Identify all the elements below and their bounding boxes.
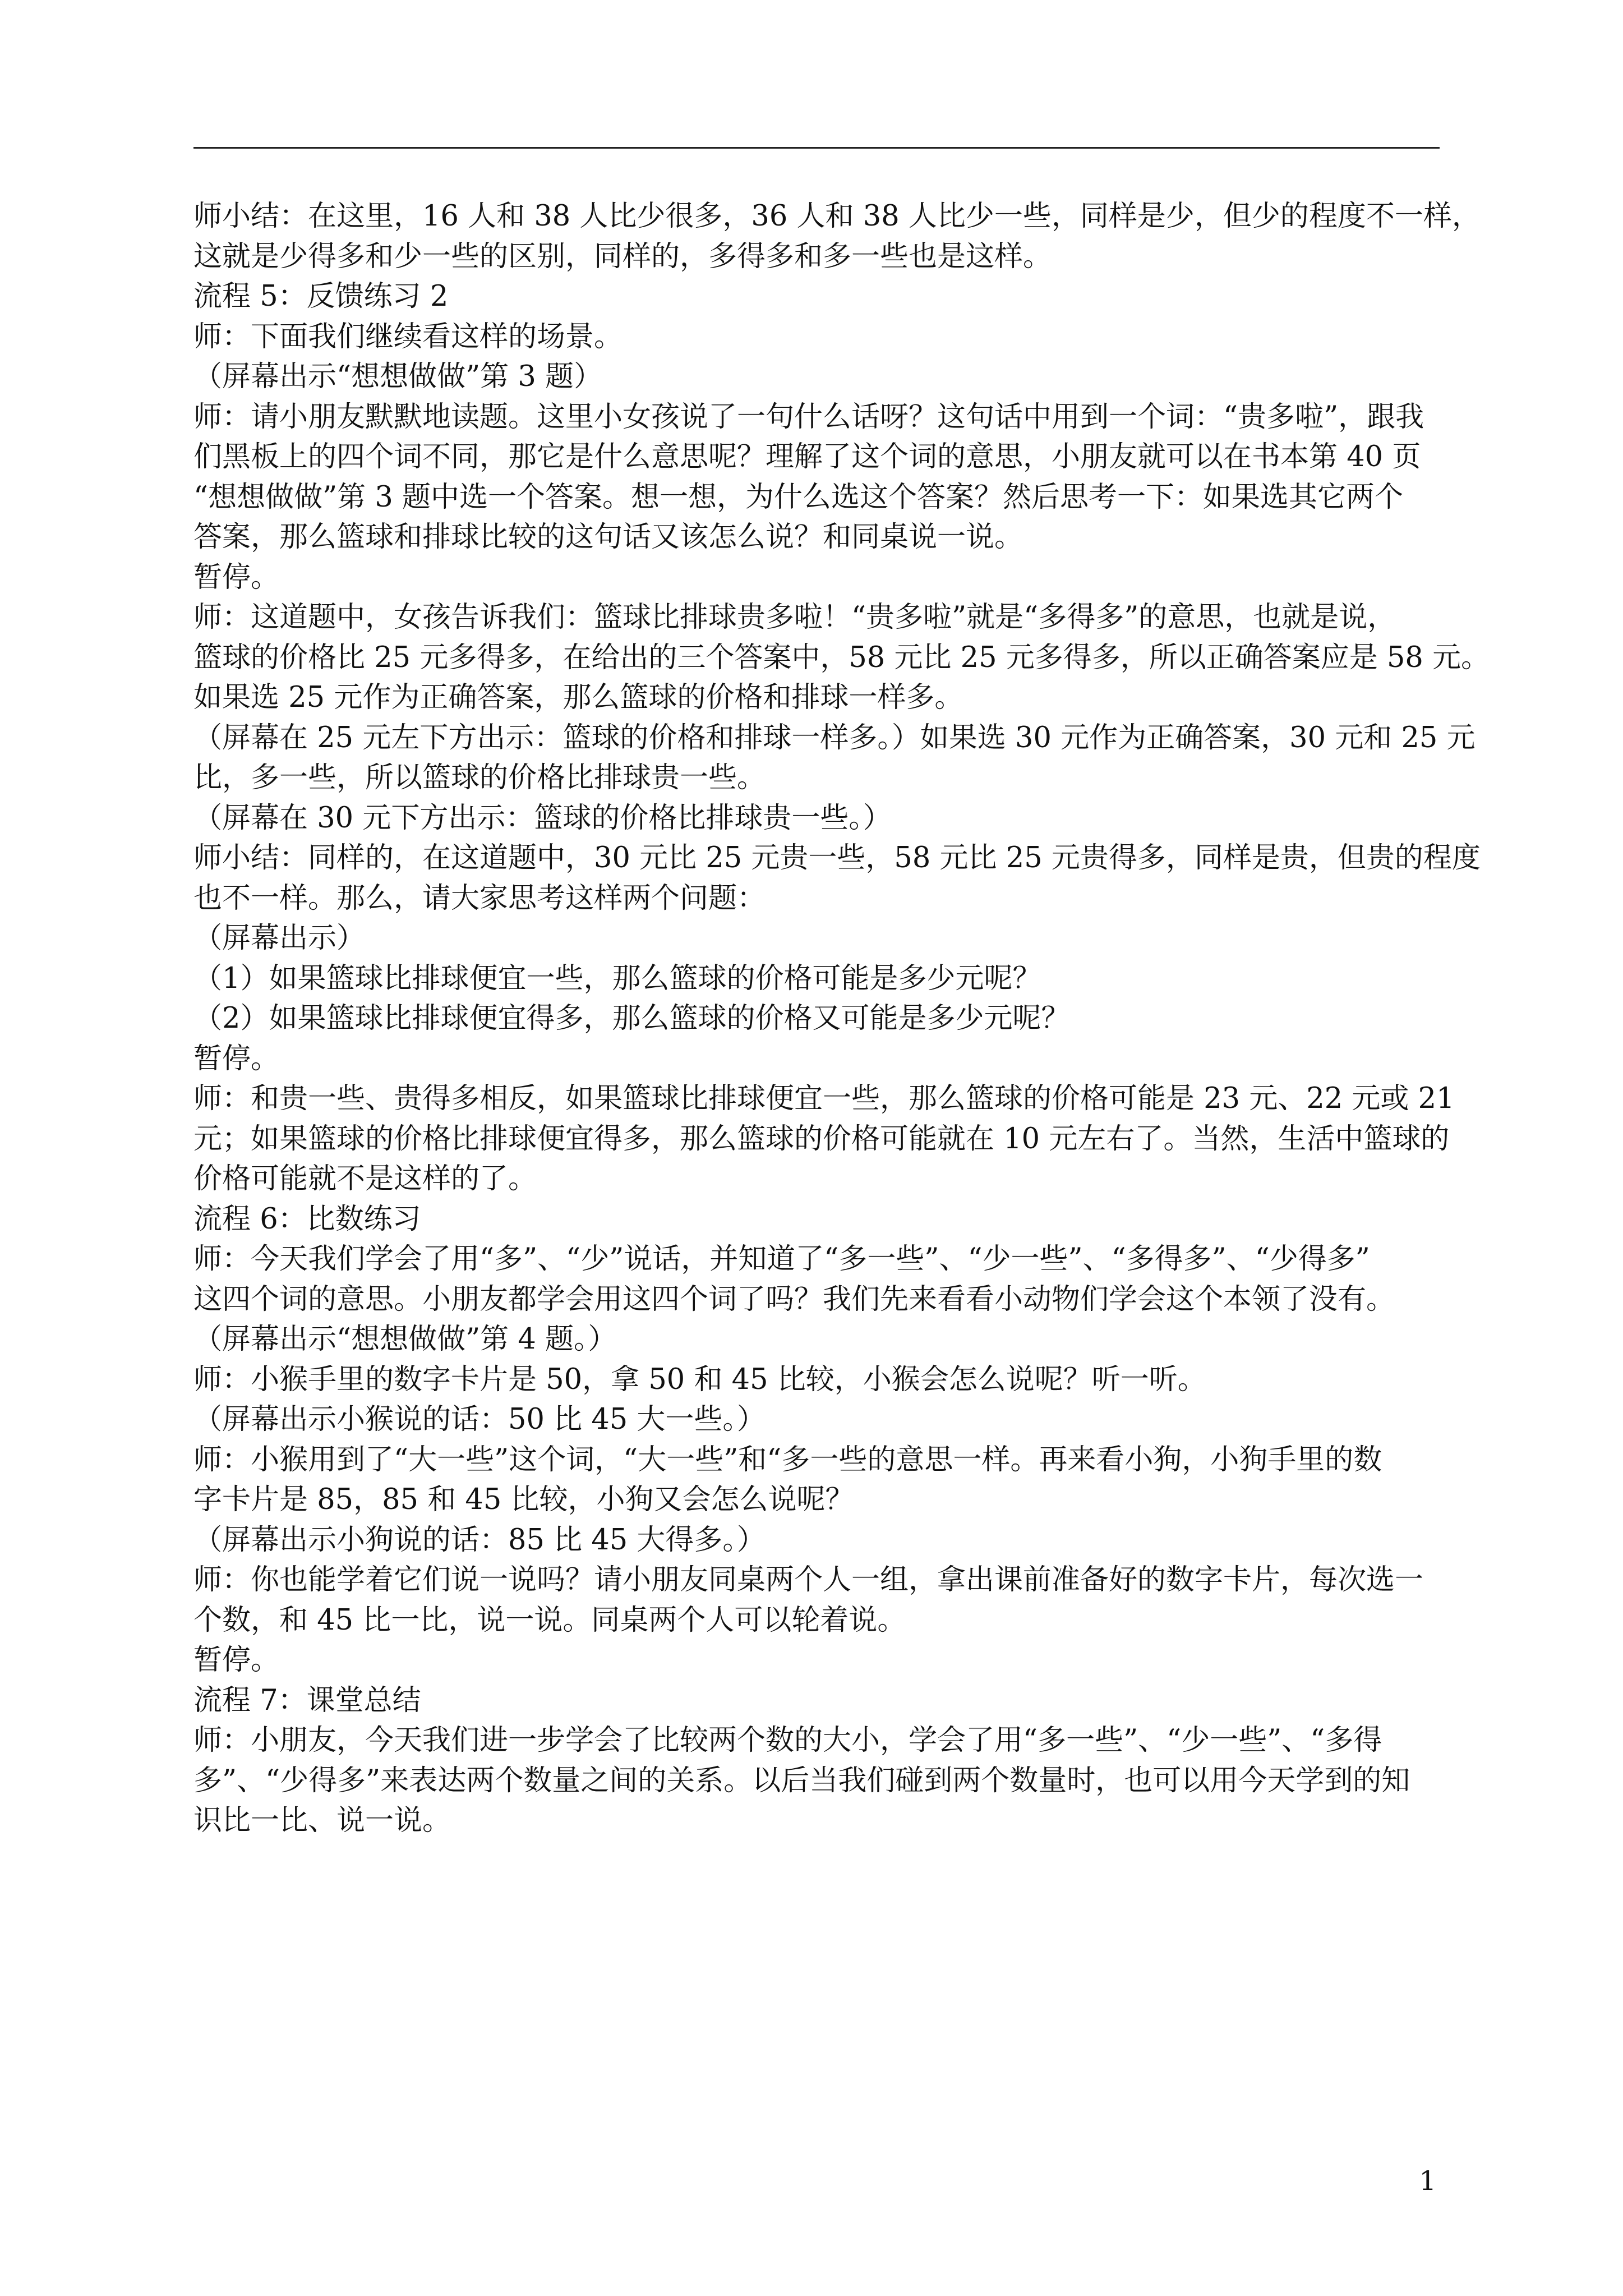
text-line: （屏幕在 25 元左下方出示：篮球的价格和排球一样多。）如果选 30 元作为正确答案，30 元和 25 元 xyxy=(193,721,1476,754)
text-line: 答案，那么篮球和排球比较的这句话又该怎么说？和同桌说一说。 xyxy=(193,521,1023,554)
text-line: 识比一比、说一说。 xyxy=(193,1804,451,1837)
text-line: 篮球的价格比 25 元多得多，在给出的三个答案中，58 元比 25 元多得多，所以正确答案应是 58 元。 xyxy=(193,641,1490,674)
document-body xyxy=(193,196,1490,1841)
text-line: 暂停。 xyxy=(193,1042,280,1075)
text-line: 暂停。 xyxy=(193,560,280,594)
text-line: （屏幕出示） xyxy=(193,922,366,955)
text-line: （屏幕出示小猴说的话：50 比 45 大一些。） xyxy=(193,1403,766,1436)
section-heading: 流程 5：反馈练习 2 xyxy=(193,280,449,313)
text-line: 师：和贵一些、贵得多相反，如果篮球比排球便宜一些，那么篮球的价格可能是 23 元、22 元或 21 xyxy=(193,1082,1455,1115)
text-line: 个数，和 45 比一比，说一说。同桌两个人可以轮着说。 xyxy=(193,1603,906,1637)
text-line: 字卡片是 85，85 和 45 比较，小狗又会怎么说呢？ xyxy=(193,1483,854,1516)
text-line: 师小结：在这里，16 人和 38 人比少很多，36 人和 38 人比少一些，同样是少，但少的程度不一样， xyxy=(193,200,1481,233)
text-line: 也不一样。那么，请大家思考这样两个问题： xyxy=(193,881,766,915)
text-line: 师：这道题中，女孩告诉我们：篮球比排球贵多啦！“贵多啦”就是“多得多”的意思，也就是说， xyxy=(193,601,1396,634)
text-line: 师：请小朋友默默地读题。这里小女孩说了一句什么话呀？这句话中用到一个词：“贵多啦”，跟我 xyxy=(193,400,1424,434)
text-line: （1）如果篮球比排球便宜一些，那么篮球的价格可能是多少元呢？ xyxy=(193,961,1041,995)
text-line: （屏幕出示“想想做做”第 4 题。） xyxy=(193,1323,617,1356)
text-line: 如果选 25 元作为正确答案，那么篮球的价格和排球一样多。 xyxy=(193,681,963,714)
page-number: 1 xyxy=(1419,2165,1436,2197)
text-line: 师：小朋友，今天我们进一步学会了比较两个数的大小，学会了用“多一些”、“少一些”、“多得 xyxy=(193,1724,1382,1757)
text-line: （屏幕在 30 元下方出示：篮球的价格比排球贵一些。） xyxy=(193,801,892,835)
text-line: 们黑板上的四个词不同，那它是什么意思呢？理解了这个词的意思，小朋友就可以在书本第 40 页 xyxy=(193,440,1421,473)
text-line: （屏幕出示小狗说的话：85 比 45 大得多。） xyxy=(193,1523,766,1557)
section-heading: 流程 7：课堂总结 xyxy=(193,1683,421,1717)
text-line: 师：今天我们学会了用“多”、“少”说话，并知道了“多一些”、“少一些”、“多得多”、“少得多” xyxy=(193,1243,1370,1276)
text-line: 师：小猴用到了“大一些”这个词，“大一些”和“多一些的意思一样。再来看小狗，小狗手里的数 xyxy=(193,1443,1382,1476)
text-line: 暂停。 xyxy=(193,1644,280,1677)
text-line: 多”、“少得多”来表达两个数量之间的关系。以后当我们碰到两个数量时，也可以用今天学到的知 xyxy=(193,1764,1410,1797)
text-line: 这四个词的意思。小朋友都学会用这四个词了吗？我们先来看看小动物们学会这个本领了没有。 xyxy=(193,1282,1395,1316)
text-line: （2）如果篮球比排球便宜得多，那么篮球的价格又可能是多少元呢？ xyxy=(193,1002,1070,1035)
text-line: 元；如果篮球的价格比排球便宜得多，那么篮球的价格可能就在 10 元左右了。当然，生活中篮球的 xyxy=(193,1122,1450,1156)
text-line: 师：下面我们继续看这样的场景。 xyxy=(193,320,623,353)
text-line: 价格可能就不是这样的了。 xyxy=(193,1162,537,1195)
header-rule xyxy=(193,147,1440,149)
text-line: “想想做做”第 3 题中选一个答案。想一想，为什么选这个答案？然后思考一下：如果选其它两个 xyxy=(193,480,1404,514)
text-line: 师：你也能学着它们说一说吗？请小朋友同桌两个人一组，拿出课前准备好的数字卡片，每次选一 xyxy=(193,1563,1424,1596)
text-line: 比，多一些，所以篮球的价格比排球贵一些。 xyxy=(193,761,766,794)
text-line: 师：小猴手里的数字卡片是 50，拿 50 和 45 比较，小猴会怎么说呢？听一听。 xyxy=(193,1363,1206,1396)
text-line: 这就是少得多和少一些的区别，同样的，多得多和多一些也是这样。 xyxy=(193,240,1052,273)
text-line: 师小结：同样的，在这道题中，30 元比 25 元贵一些，58 元比 25 元贵得多，同样是贵，但贵的程度 xyxy=(193,841,1481,875)
text-line: （屏幕出示“想想做做”第 3 题） xyxy=(193,360,603,393)
section-heading: 流程 6：比数练习 xyxy=(193,1202,421,1236)
